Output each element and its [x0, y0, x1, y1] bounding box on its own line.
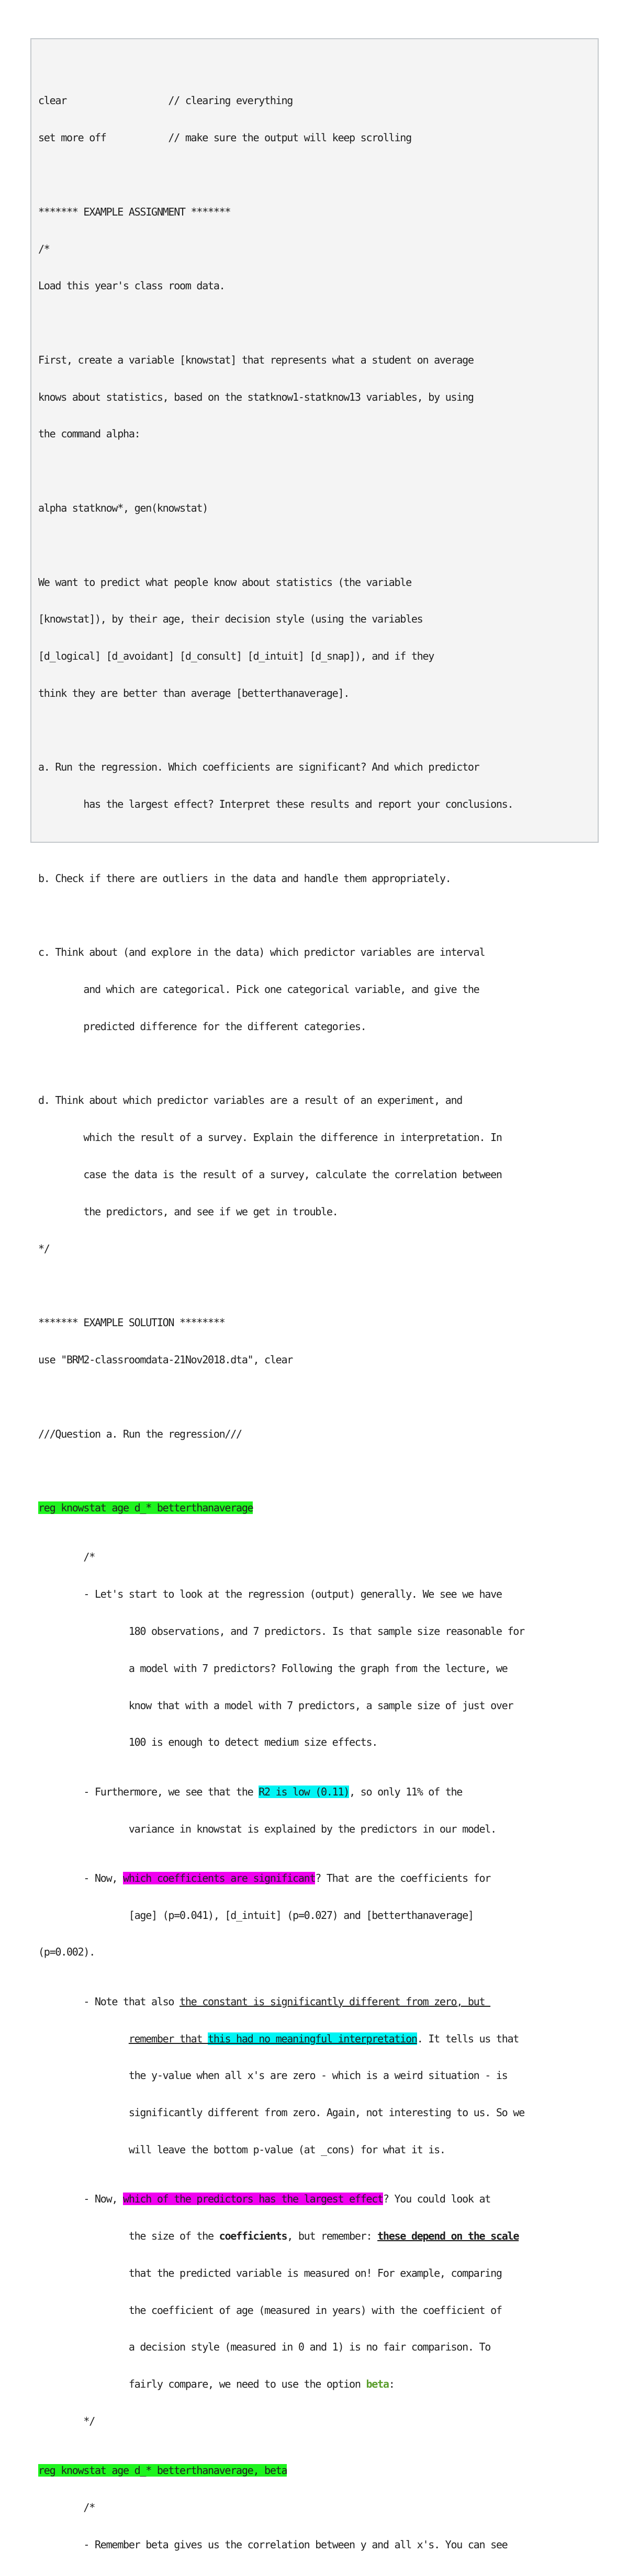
effect2-prefix: the size of the	[38, 2230, 219, 2243]
beta-prefix: fairly compare, we need to use the option	[38, 2378, 366, 2391]
code-line	[38, 1391, 595, 1404]
beta-suffix: :	[388, 2378, 395, 2391]
code-line	[38, 835, 595, 848]
code-line	[38, 317, 595, 330]
code-line: the predictors, and see if we get in trouble.	[38, 1205, 338, 1218]
code-line: ******* EXAMPLE SOLUTION ********	[38, 1316, 225, 1329]
code-line: alpha statknow*, gen(knowstat)	[38, 501, 208, 514]
regression-command-line	[38, 1502, 595, 1515]
const-prefix: - Note that also	[38, 1995, 180, 2008]
code-line: use "BRM2-classroomdata-21Nov2018.dta", clear	[38, 1353, 293, 1366]
code-line: /*	[38, 1551, 95, 1564]
code-line: We want to predict what people know about statistics (the variable	[38, 575, 411, 589]
code-line: */	[38, 1242, 50, 1255]
code-line: 180 observations, and 7 predictors. Is that sample size reasonable for	[38, 1625, 524, 1637]
code-line: think they are better than average [betterthanaverage].	[38, 686, 350, 699]
code-line: ///Question a. Run the regression///	[38, 1427, 242, 1440]
code-line: clear // clearing everything	[38, 94, 293, 107]
coefficients-bold: coefficients	[219, 2230, 287, 2243]
code-line: predicted difference for the different categories.	[38, 1020, 366, 1033]
code-line: variance in knowstat is explained by the predictors in our model.	[38, 1822, 496, 1835]
code-line: a model with 7 predictors? Following the graph from the lecture, we	[38, 1662, 508, 1675]
sig-prefix: - Now,	[38, 1871, 124, 1884]
code-line: (p=0.002).	[38, 1946, 95, 1959]
lines-intro	[38, 70, 595, 1465]
code-line: that the predicted variable is measured on! For example, comparing	[38, 2266, 502, 2279]
code-line: the command alpha:	[38, 427, 140, 440]
code-line	[38, 1058, 595, 1070]
beta-command-line	[38, 2465, 595, 2477]
code-line	[38, 910, 595, 922]
r2-line	[38, 1786, 595, 1799]
code-line	[38, 1280, 595, 1292]
effect-suffix: ? You could look at	[383, 2193, 491, 2206]
code-line: /*	[38, 242, 50, 255]
interpretation-highlight: this had no meaningful interpretation	[208, 2032, 417, 2045]
code-line: the coefficient of age (measured in years) with the coefficient of	[38, 2303, 502, 2317]
code-line	[38, 465, 595, 478]
code-line	[38, 725, 595, 737]
code-line: and which are categorical. Pick one categorical variable, and give the	[38, 983, 479, 996]
constant-underline: the constant is significantly different from zero, but	[180, 1995, 491, 2008]
code-line: which the result of a survey. Explain the difference in interpretation. In	[38, 1131, 502, 1144]
code-line	[38, 539, 595, 552]
code-line: - Let's start to look at the regression (output) generally. We see we have	[38, 1588, 502, 1601]
code-line: 100 is enough to detect medium size effects.	[38, 1736, 378, 1749]
code-line: has the largest effect? Interpret these results and report your conclusions.	[38, 798, 513, 811]
code-line: a decision style (measured in 0 and 1) is no fair comparison. To	[38, 2341, 491, 2354]
significance-line	[38, 1872, 595, 1885]
code-line: Load this year's class room data.	[38, 279, 225, 292]
significance-highlight: which coefficients are significant	[123, 1871, 316, 1884]
code-line: /*	[38, 2501, 95, 2514]
code-block	[38, 46, 595, 2576]
code-line: [d_logical] [d_avoidant] [d_consult] [d_intuit] [d_snap]), and if they	[38, 650, 434, 663]
scale-warning: these depend on the scale	[377, 2230, 519, 2243]
code-line: know that with a model with 7 predictors, a sample size of just over	[38, 1699, 513, 1712]
code-line: significantly different from zero. Again, not interesting to us. So we	[38, 2106, 524, 2119]
beta-option: beta	[366, 2378, 389, 2391]
code-line: [age] (p=0.041), [d_intuit] (p=0.027) and [betterthanaverage]	[38, 1908, 474, 1922]
const2-indent	[38, 2032, 129, 2045]
code-line: d. Think about which predictor variables are a result of an experiment, and	[38, 1094, 463, 1107]
r2-prefix: - Furthermore, we see that the	[38, 1785, 259, 1798]
effect-highlight: which of the predictors has the largest effect	[123, 2193, 383, 2206]
code-line: knows about statistics, based on the statknow1-statknow13 variables, by using	[38, 390, 474, 403]
beta-line	[38, 2378, 595, 2391]
code-line: case the data is the result of a survey, calculate the correlation between	[38, 1168, 502, 1181]
effect-line-2	[38, 2230, 595, 2243]
code-line: ******* EXAMPLE ASSIGNMENT *******	[38, 205, 231, 218]
effect-prefix: - Now,	[38, 2193, 124, 2206]
sig-suffix: ? That are the coefficients for	[315, 1871, 491, 1884]
code-line: will leave the bottom p-value (at _cons) for what it is.	[38, 2143, 445, 2156]
effect2-mid: , but remember:	[287, 2230, 378, 2243]
regression-command: reg knowstat age d_* betterthanaverage	[38, 1501, 253, 1515]
code-line: - Remember beta gives us the correlation between y and all x's. You can see	[38, 2538, 508, 2551]
const2-suffix: . It tells us that	[417, 2032, 519, 2045]
code-line	[38, 169, 595, 182]
code-line: */	[38, 2415, 95, 2427]
r2-highlight: R2 is low (0.11)	[259, 1785, 350, 1798]
stata-do-file-panel	[30, 38, 599, 2551]
code-line: set more off // make sure the output will keep scrolling	[38, 131, 411, 144]
code-line: [knowstat]), by their age, their decision style (using the variables	[38, 613, 423, 626]
constant-line-2	[38, 2033, 595, 2046]
r2-suffix: , so only 11% of the	[349, 1785, 463, 1798]
beta-regression-command: reg knowstat age d_* betterthanaverage, beta	[38, 2464, 287, 2477]
effect-line	[38, 2193, 595, 2206]
code-line: First, create a variable [knowstat] that represents what a student on average	[38, 353, 474, 366]
code-line: a. Run the regression. Which coefficients are significant? And which predictor	[38, 761, 479, 774]
code-line: the y-value when all x's are zero - which is a weird situation - is	[38, 2069, 508, 2082]
code-line: b. Check if there are outliers in the data and handle them appropriately.	[38, 872, 451, 885]
constant-line	[38, 1996, 595, 2008]
code-line: c. Think about (and explore in the data) which predictor variables are interval	[38, 946, 485, 959]
const2-underline: remember that	[128, 2032, 208, 2045]
